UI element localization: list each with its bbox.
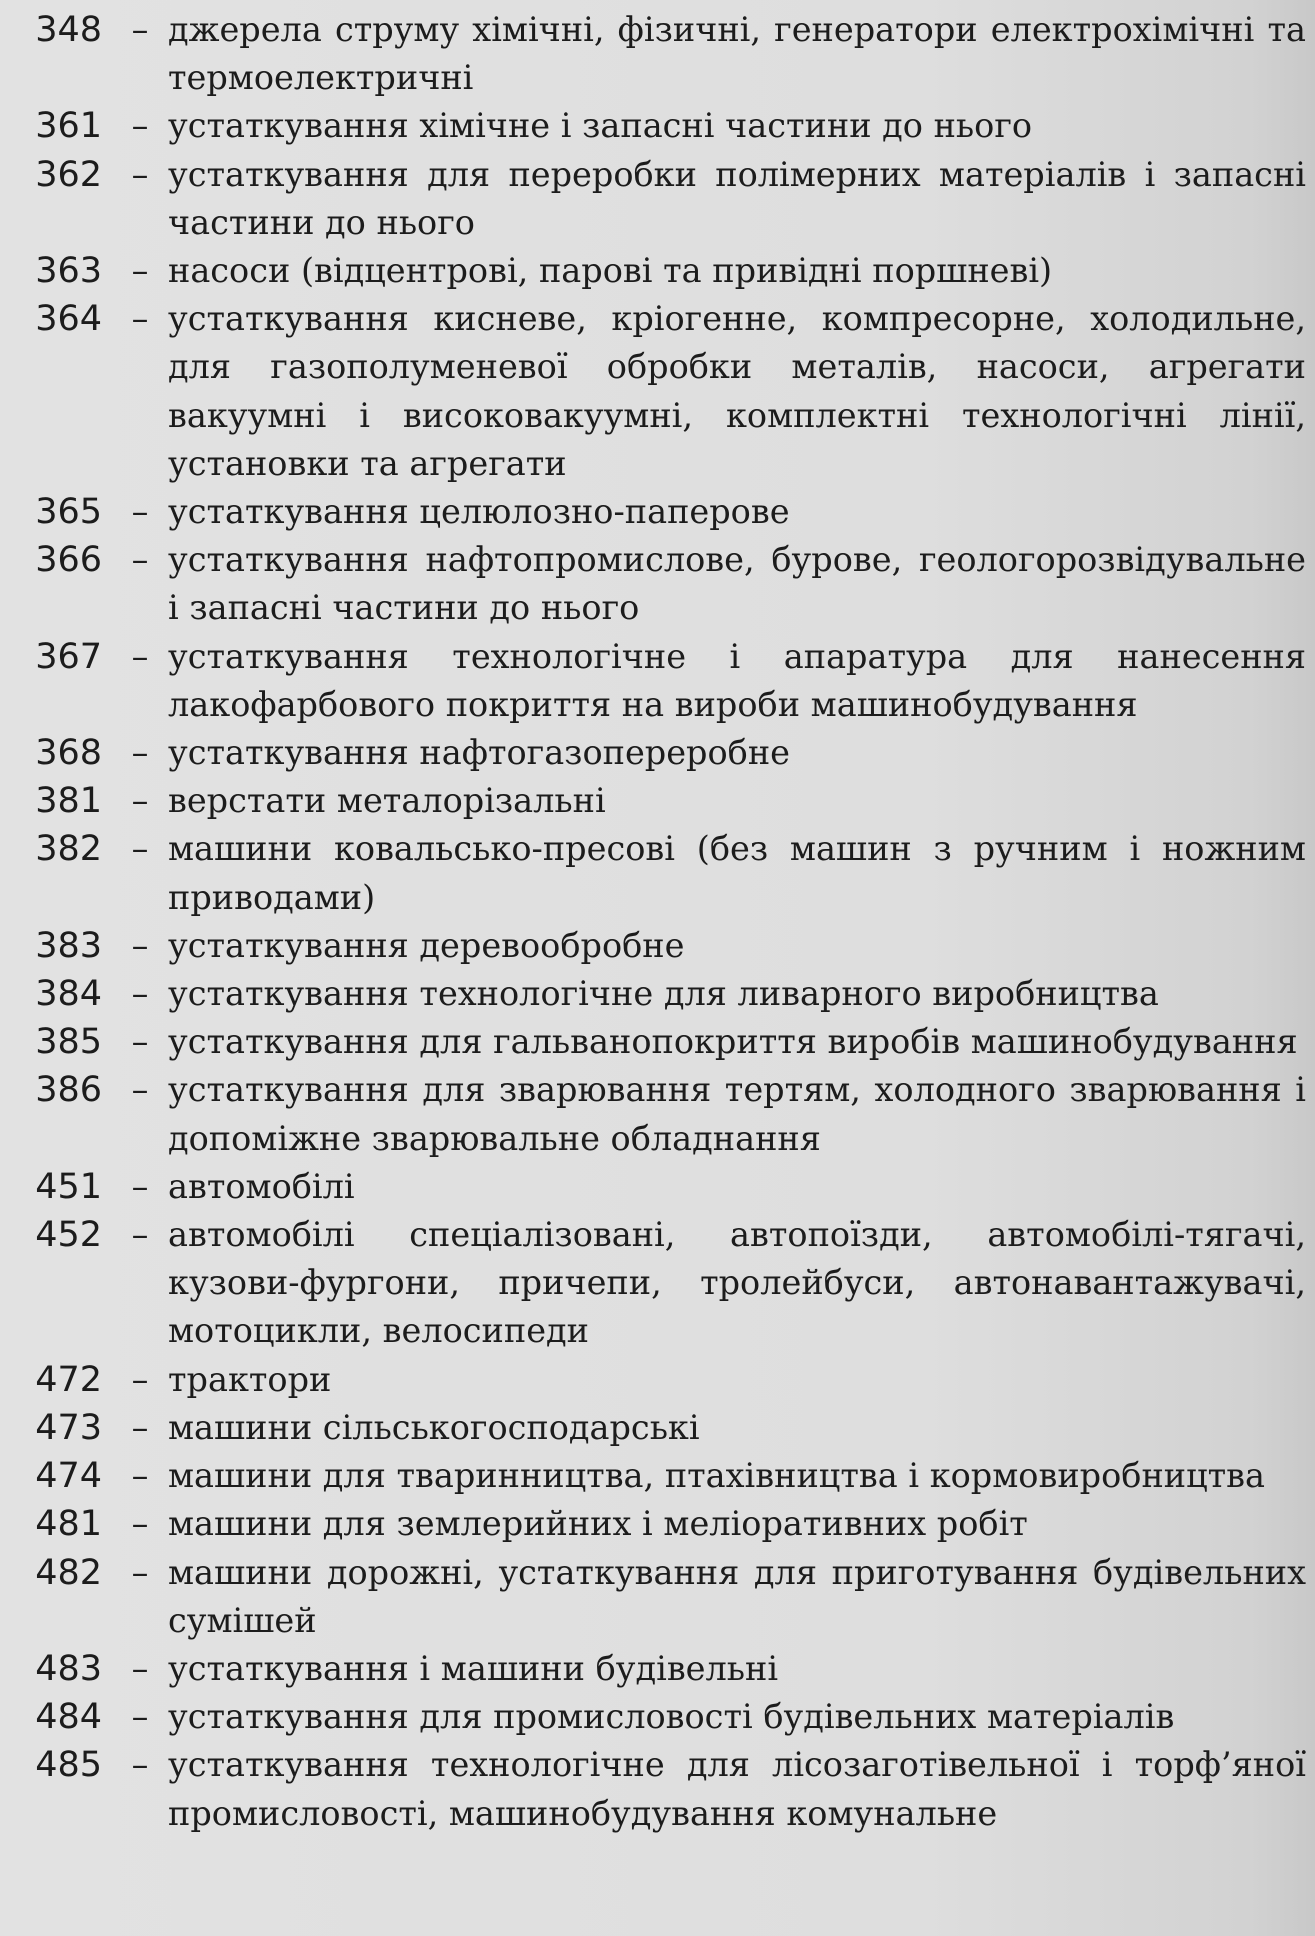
list-item <box>0 922 1315 970</box>
entry-code: 368 <box>35 733 102 774</box>
entry-dash: – <box>131 251 149 291</box>
entry-code: 452 <box>35 1215 102 1256</box>
entry-dash: – <box>131 1166 149 1206</box>
entry-dash: – <box>131 154 149 194</box>
list-item <box>0 1066 1315 1162</box>
entry-description: машини ковальсько-пресові (без машин з ручним і ножним приводами) <box>168 829 1306 917</box>
entry-description: трактори <box>168 1359 332 1399</box>
list-item <box>0 1018 1315 1066</box>
entry-dash: – <box>131 106 149 146</box>
entry-description: устаткування технологічне і апаратура для нанесення лакофарбового покриття на вироби машинобудування <box>168 636 1306 724</box>
entry-dash: – <box>131 1215 149 1255</box>
entry-dash: – <box>131 1648 149 1688</box>
entry-description: автомобілі <box>168 1166 355 1206</box>
entry-code: 364 <box>35 299 102 340</box>
entry-code: 363 <box>35 251 102 292</box>
entry-description: насоси (відцентрові, парові та привідні поршневі) <box>168 251 1053 291</box>
entry-code: 381 <box>35 781 102 822</box>
entry-dash: – <box>131 1022 149 1062</box>
list-item <box>0 6 1315 102</box>
entry-dash: – <box>131 1407 149 1447</box>
entry-dash: – <box>131 1745 149 1785</box>
list-item <box>0 633 1315 729</box>
entry-dash: – <box>131 1552 149 1592</box>
entry-code: 365 <box>35 492 102 533</box>
code-list <box>0 6 1315 1838</box>
list-item <box>0 1549 1315 1645</box>
entry-dash: – <box>131 781 149 821</box>
entry-dash: – <box>131 925 149 965</box>
list-item <box>0 488 1315 536</box>
entry-description: устаткування деревообробне <box>168 925 685 965</box>
list-item <box>0 970 1315 1018</box>
entry-code: 472 <box>35 1359 102 1400</box>
list-item <box>0 151 1315 247</box>
entry-dash: – <box>131 10 149 49</box>
list-item <box>0 1356 1315 1404</box>
entry-description: джерела струму хімічні, фізичні, генератори електрохімічні та термоелектричні <box>168 10 1306 98</box>
entry-code: 474 <box>35 1456 102 1497</box>
entry-code: 481 <box>35 1504 102 1545</box>
list-item <box>0 1741 1315 1837</box>
entry-description: автомобілі спеціалізовані, автопоїзди, автомобілі-тягачі, кузови-фургони, причепи, тролейбуси, автонавантажувачі, мотоцикли, велосипеди <box>168 1215 1306 1351</box>
list-item <box>0 247 1315 295</box>
entry-description: устаткування для переробки полімерних матеріалів і запасні частини до нього <box>168 154 1306 242</box>
entry-dash: – <box>131 1456 149 1496</box>
list-item <box>0 1693 1315 1741</box>
entry-code: 451 <box>35 1166 102 1207</box>
list-item <box>0 777 1315 825</box>
entry-dash: – <box>131 733 149 773</box>
entry-description: устаткування нафтопромислове, бурове, геологорозвідувальне і запасні частини до нього <box>168 540 1306 628</box>
entry-description: устаткування для гальванопокриття виробів машинобудування <box>168 1022 1298 1062</box>
list-item <box>0 1404 1315 1452</box>
entry-description: устаткування і машини будівельні <box>168 1648 779 1688</box>
entry-code: 386 <box>35 1070 102 1111</box>
entry-dash: – <box>131 492 149 532</box>
list-item <box>0 102 1315 150</box>
entry-description: машини дорожні, устаткування для приготування будівельних сумішей <box>168 1552 1306 1640</box>
entry-dash: – <box>131 829 149 869</box>
entry-dash: – <box>131 974 149 1014</box>
entry-code: 348 <box>35 10 102 50</box>
entry-description: устаткування технологічне для ливарного виробництва <box>168 974 1159 1014</box>
entry-code: 473 <box>35 1407 102 1448</box>
entry-description: устаткування технологічне для лісозаготівельної і торф’яної промисловості, машинобудування комунальне <box>168 1745 1306 1833</box>
entry-description: машини для землерийних і меліоративних робіт <box>168 1504 1028 1544</box>
list-item <box>0 536 1315 632</box>
list-item <box>0 825 1315 921</box>
list-item <box>0 1452 1315 1500</box>
list-item <box>0 1211 1315 1356</box>
entry-dash: – <box>131 540 149 580</box>
entry-dash: – <box>131 1359 149 1399</box>
entry-code: 484 <box>35 1697 102 1738</box>
entry-code: 366 <box>35 540 102 581</box>
entry-description: устаткування кисневе, кріогенне, компресорне, холодильне, для газополуменевої обробки металів, насоси, агрегати вакуумні і високовакуумні, комплектні технологічні лінії, установки та агрегати <box>168 299 1306 483</box>
entry-code: 383 <box>35 925 102 966</box>
entry-description: верстати металорізальні <box>168 781 606 821</box>
list-item <box>0 1163 1315 1211</box>
entry-code: 361 <box>35 106 102 147</box>
entry-code: 485 <box>35 1745 102 1786</box>
entry-dash: – <box>131 299 149 339</box>
entry-description: устаткування хімічне і запасні частини до нього <box>168 106 1033 146</box>
entry-code: 362 <box>35 154 102 195</box>
entry-dash: – <box>131 1504 149 1544</box>
entry-code: 482 <box>35 1552 102 1593</box>
entry-dash: – <box>131 1070 149 1110</box>
entry-code: 384 <box>35 974 102 1015</box>
list-item <box>0 1645 1315 1693</box>
list-item <box>0 295 1315 488</box>
entry-description: устаткування нафтогазопереробне <box>168 733 790 773</box>
list-item <box>0 1500 1315 1548</box>
entry-description: устаткування для промисловості будівельних матеріалів <box>168 1697 1175 1737</box>
entry-code: 385 <box>35 1022 102 1063</box>
entry-code: 382 <box>35 829 102 870</box>
entry-code: 367 <box>35 636 102 677</box>
entry-dash: – <box>131 1697 149 1737</box>
entry-description: машини сільськогосподарські <box>168 1407 700 1447</box>
entry-description: устаткування целюлозно-паперове <box>168 492 790 532</box>
list-item <box>0 729 1315 777</box>
entry-code: 483 <box>35 1648 102 1689</box>
entry-description: машини для тваринництва, птахівництва і кормовиробництва <box>168 1456 1266 1496</box>
entry-dash: – <box>131 636 149 676</box>
entry-description: устаткування для зварювання тертям, холодного зварювання і допоміжне зварювальне обладнання <box>168 1070 1306 1158</box>
